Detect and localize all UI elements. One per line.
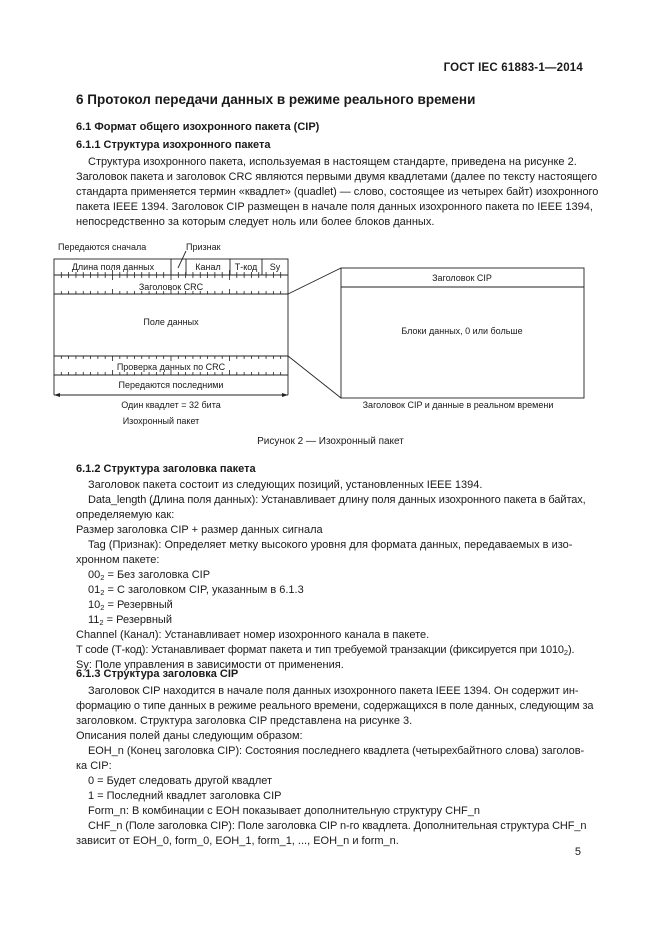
subsection-6-1-3-title: 6.1.3 Структура заголовка CIP <box>76 668 239 680</box>
tcode-cell: Т-код <box>234 262 258 272</box>
subsection-6-1-1-title: 6.1.1 Структура изохронного пакета <box>76 139 271 151</box>
isochronous-packet-figure <box>0 236 661 436</box>
paragraph-line: Описания полей даны следующим образом: <box>76 730 303 742</box>
paragraph-line: определяемую как: <box>76 509 175 521</box>
sy-description: Sy: Поле управления в зависимости от применения. <box>76 659 344 671</box>
sent-first-label: Передаются сначала <box>58 242 147 252</box>
tag-label: Признак <box>186 242 221 252</box>
figure-caption: Рисунок 2 — Изохронный пакет <box>257 436 404 447</box>
iso-packet-label: Изохронный пакет <box>122 416 200 426</box>
tag-value-row: $10_2$ = Резервный <box>88 599 173 612</box>
tag-value-row: $01_2 = С$ заголовком CIP, указанным в 6.1.3 <box>88 584 304 597</box>
paragraph-line: Tag (Признак): Определяет метку высокого уровня для формата данных, передаваемых в изо- <box>88 539 573 551</box>
sent-last-label: Передаются последними <box>118 380 224 390</box>
data-blocks-cell: Блоки данных, 0 или больше <box>401 326 523 336</box>
header-crc-cell: Заголовок CRC <box>138 282 204 292</box>
paragraph-line: Заголовок пакета состоит из следующих позиций, установленных IEEE 1394. <box>88 479 483 491</box>
paragraph-line: Заголовок пакета и заголовок CRC являются первыми двумя квадлетами (далее по тексту настоящего <box>76 171 598 183</box>
paragraph-line: пакета IEEE 1394. Заголовок CIP размещен в начале поля данных изохронного пакета по IEEE 1394, <box>76 201 593 213</box>
paragraph-line: Заголовок CIP находится в начале поля данных изохронного пакета IEEE 1394. Он содержит ин- <box>88 685 579 697</box>
subsection-6-1-2-title: 6.1.2 Структура заголовка пакета <box>76 463 256 475</box>
paragraph-line: CHF_n (Поле заголовка CIP): Поле заголовка CIP n-го квадлета. Дополнительная структура CHF_n <box>88 820 587 832</box>
paragraph-line: зависит от EOH_0, form_0, EOH_1, form_1, ..., EOH_n и form_n. <box>76 835 399 847</box>
tag-value-row: $00_2$ = Без заголовка CIP <box>88 569 211 582</box>
data-field-cell: Поле данных <box>143 317 199 327</box>
paragraph-line: Структура изохронного пакета, используемая в настоящем стандарте, приведена на рисунке 2. <box>88 156 577 168</box>
paragraph-line: ка CIP: <box>76 760 112 772</box>
data-crc-cell: Проверка данных по CRC <box>116 362 226 372</box>
paragraph-line: Form_n: В комбинации с EOH показывает дополнительную структуру CHF_n <box>88 805 480 817</box>
channel-description: Channel (Канал): Устанавливает номер изохронного канала в пакете. <box>76 629 430 641</box>
paragraph-line: заголовком. Структура заголовка CIP представлена на рисунке 3. <box>76 715 413 727</box>
section-title: 6 Протокол передачи данных в режиме реального времени <box>76 92 476 107</box>
paragraph-line: стандарта применяется термин «квадлет» (quadlet) — слово, состоящее из четырех байт) изохронного <box>76 186 599 198</box>
cip-caption-label: Заголовок CIP и данные в реальном времени <box>362 400 554 410</box>
paragraph-line: Data_length (Длина поля данных): Устанавливает длину поля данных изохронного пакета в байтах, <box>88 494 586 506</box>
tcode-description: T code (Т-код): Устанавливает формат пакета и тип требуемой транзакции (фиксируется при $1010_2$). <box>76 644 575 657</box>
cip-header-cell: Заголовок CIP <box>432 273 492 283</box>
paragraph-line: формацию о типе данных в режиме реального времени, содержащихся в поле данных, следующим за <box>76 700 594 712</box>
paragraph-line: EOH_n (Конец заголовка CIP): Состояния последнего квадлета (четырехбайтного слова) заголов- <box>88 745 585 757</box>
quadlet-label: Один квадлет = 32 бита <box>121 400 221 410</box>
paragraph-line: 1 = Последний квадлет заголовка CIP <box>88 790 282 802</box>
paragraph-line: непосредственно за которым следует ноль или более блоков данных. <box>76 216 435 228</box>
paragraph-line: Размер заголовка CIP + размер данных сигнала <box>76 524 323 536</box>
paragraph-line: 0 = Будет следовать другой квадлет <box>88 775 273 787</box>
paragraph-line: хронном пакете: <box>76 554 160 566</box>
tag-value-row: $11_2$ = Резервный <box>88 614 172 627</box>
page-number: 5 <box>574 846 581 858</box>
channel-cell: Канал <box>195 262 221 272</box>
standard-number: ГОСТ IEC 61883-1—2014 <box>443 62 583 74</box>
sy-cell: Sy <box>269 262 281 272</box>
subsection-6-1-title: 6.1 Формат общего изохронного пакета (CIP) <box>76 121 320 133</box>
data-length-cell: Длина поля данных <box>71 262 155 272</box>
